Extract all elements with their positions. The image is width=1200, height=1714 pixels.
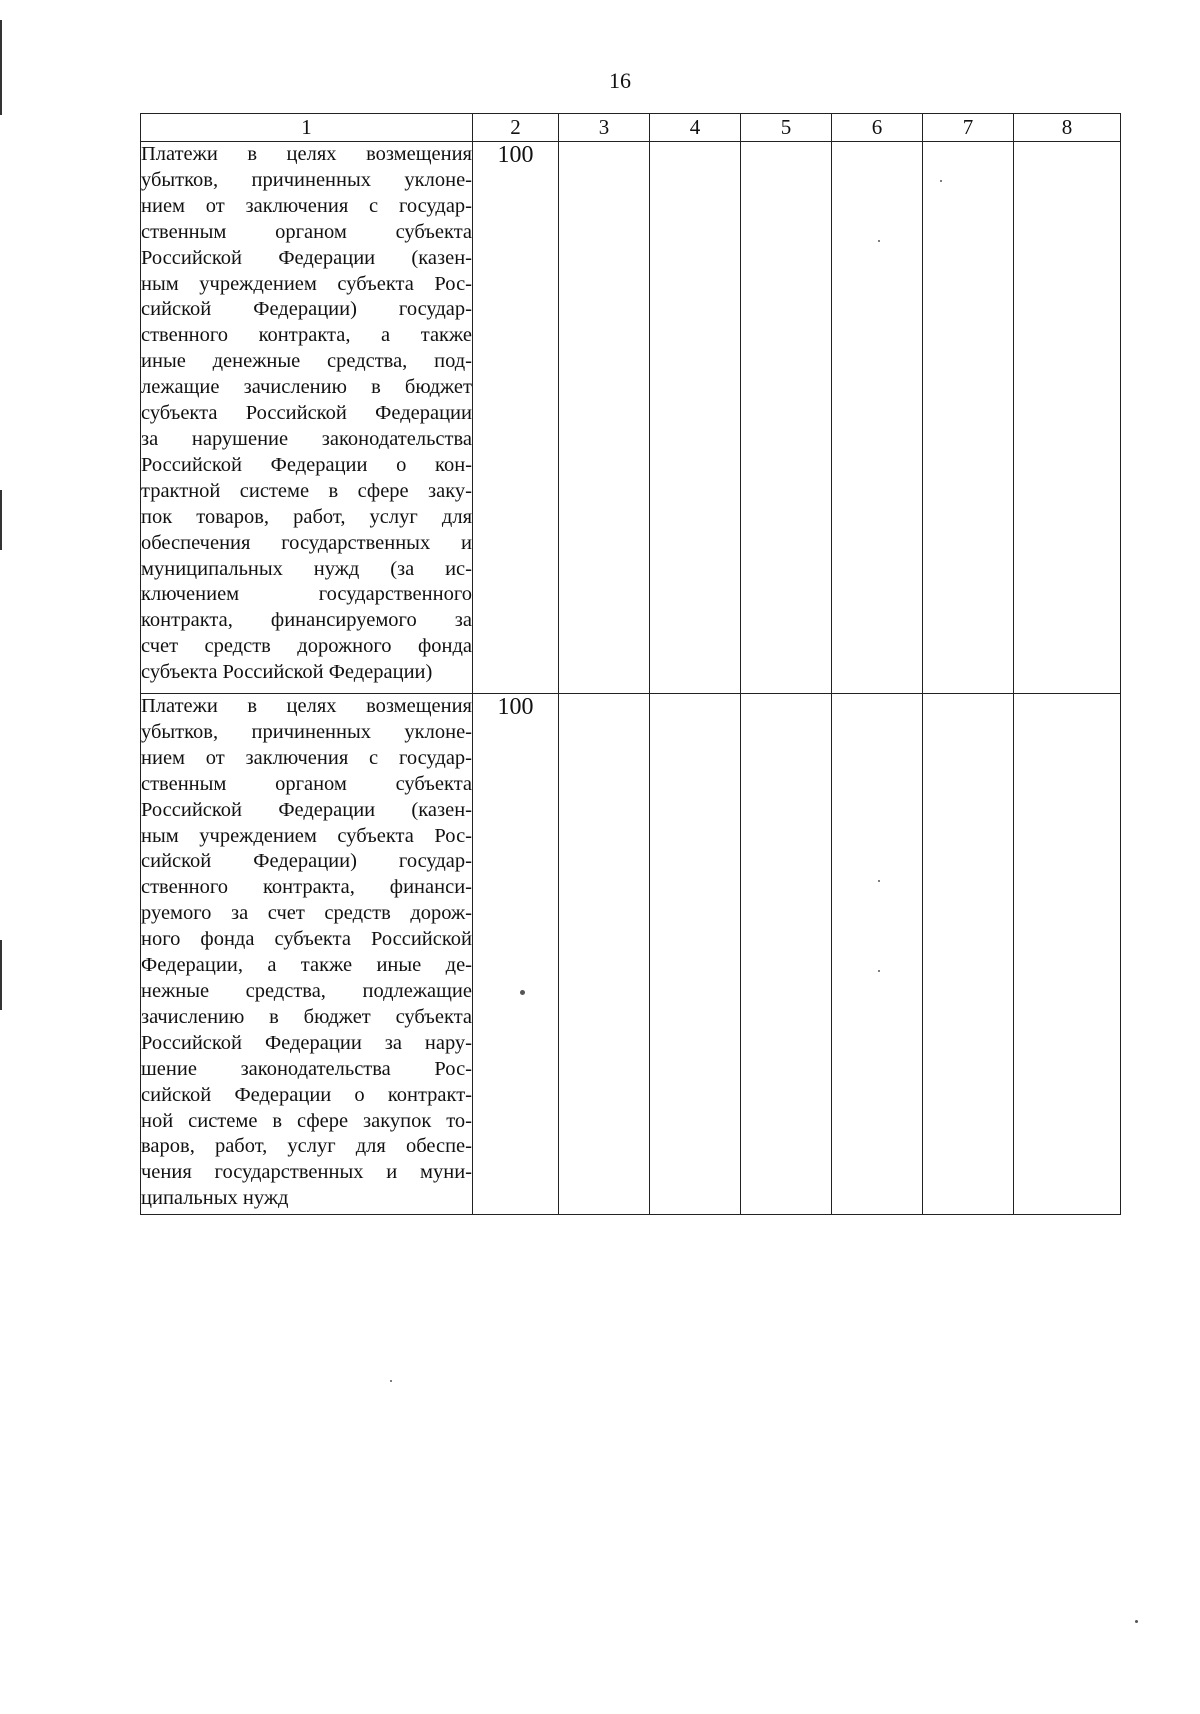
- description-line: ственным органом субъекта: [141, 772, 472, 795]
- description-line: Платежи в целях возмещения: [141, 143, 472, 165]
- description-line: сийской Федерации) государ-: [141, 850, 472, 873]
- empty-cell: [559, 142, 650, 694]
- description-line: Российской Федерации (казен-: [141, 246, 472, 269]
- row-description: [141, 694, 473, 1215]
- empty-cell: [559, 694, 650, 1215]
- description-line: за нарушение законодательства: [141, 427, 472, 450]
- description-line: Российской Федерации о кон-: [141, 453, 472, 476]
- description-line: обеспечения государственных и: [141, 531, 472, 554]
- description-line: ственного контракта, финанси-: [141, 876, 472, 899]
- description-line: нием от заключения с государ-: [141, 746, 472, 769]
- description-line: сийской Федерации) государ-: [141, 298, 472, 321]
- table-header-row: [141, 114, 1121, 142]
- description-line: ным учреждением субъекта Рос-: [141, 824, 472, 847]
- description-line: иные денежные средства, под-: [141, 350, 472, 373]
- empty-cell: [1014, 694, 1121, 1215]
- scan-edge-mark: [0, 940, 2, 1010]
- empty-cell: [923, 694, 1014, 1215]
- description-line: убытков, причиненных уклоне-: [141, 720, 472, 743]
- description-line: сийской Федерации о контракт-: [141, 1083, 472, 1106]
- table-row: [141, 694, 1121, 1215]
- column-header: 5: [741, 114, 832, 142]
- scan-speck: [878, 970, 880, 972]
- description-line: ственным органом субъекта: [141, 220, 472, 243]
- description-line: чения государственных и муни-: [141, 1161, 472, 1184]
- column-header: 8: [1014, 114, 1121, 142]
- description-line: ственного контракта, а также: [141, 324, 472, 347]
- empty-cell: [1014, 142, 1121, 694]
- scan-speck: [520, 990, 525, 995]
- column-header: 2: [473, 114, 559, 142]
- description-line: ного фонда субъекта Российской: [141, 928, 472, 951]
- description-line: ным учреждением субъекта Рос-: [141, 272, 472, 295]
- description-line: варов, работ, услуг для обеспе-: [141, 1135, 472, 1158]
- description-line: Российской Федерации (казен-: [141, 798, 472, 821]
- empty-cell: [832, 694, 923, 1215]
- data-table: [140, 113, 1121, 1215]
- description-line: ципальных нужд: [141, 1187, 289, 1210]
- description-line: руемого за счет средств дорож-: [141, 902, 472, 925]
- row-description: [141, 142, 473, 694]
- column-header: 4: [650, 114, 741, 142]
- empty-cell: [650, 142, 741, 694]
- empty-cell: [650, 694, 741, 1215]
- row-code: 100: [473, 694, 559, 1215]
- scan-edge-mark: [0, 20, 2, 115]
- description-line: Платежи в целях возмещения: [141, 695, 472, 717]
- description-line: ной системе в сфере закупок то-: [141, 1109, 472, 1132]
- description-line: шение законодательства Рос-: [141, 1057, 472, 1080]
- empty-cell: [832, 142, 923, 694]
- description-line: муниципальных нужд (за ис-: [141, 557, 472, 580]
- empty-cell: [741, 142, 832, 694]
- column-header: 1: [141, 114, 473, 142]
- empty-cell: [741, 694, 832, 1215]
- description-line: нежные средства, подлежащие: [141, 979, 472, 1002]
- description-line: Российской Федерации за нару-: [141, 1031, 472, 1054]
- description-line: ключением государственного: [141, 583, 472, 606]
- description-line: нием от заключения с государ-: [141, 194, 472, 217]
- scan-speck: [878, 240, 880, 242]
- row-code: 100: [473, 142, 559, 694]
- scan-speck: [1135, 1620, 1138, 1623]
- scan-speck: [390, 1380, 392, 1382]
- scan-edge-mark: [0, 490, 2, 550]
- scan-speck: [940, 180, 942, 182]
- description-line: контракта, финансируемого за: [141, 609, 472, 632]
- table-row: [141, 142, 1121, 694]
- column-header: 7: [923, 114, 1014, 142]
- description-line: счет средств дорожного фонда: [141, 635, 472, 658]
- description-line: трактной системе в сфере заку-: [141, 479, 472, 502]
- page-number: 16: [609, 68, 631, 93]
- description-line: пок товаров, работ, услуг для: [141, 505, 472, 528]
- description-line: субъекта Российской Федерации: [141, 402, 472, 425]
- column-header: 3: [559, 114, 650, 142]
- scan-speck: [878, 880, 880, 882]
- description-line: субъекта Российской Федерации): [141, 661, 433, 684]
- description-line: лежащие зачислению в бюджет: [141, 376, 472, 399]
- description-line: убытков, причиненных уклоне-: [141, 168, 472, 191]
- description-line: зачислению в бюджет субъекта: [141, 1005, 472, 1028]
- empty-cell: [923, 142, 1014, 694]
- description-line: Федерации, а также иные де-: [141, 954, 472, 977]
- column-header: 6: [832, 114, 923, 142]
